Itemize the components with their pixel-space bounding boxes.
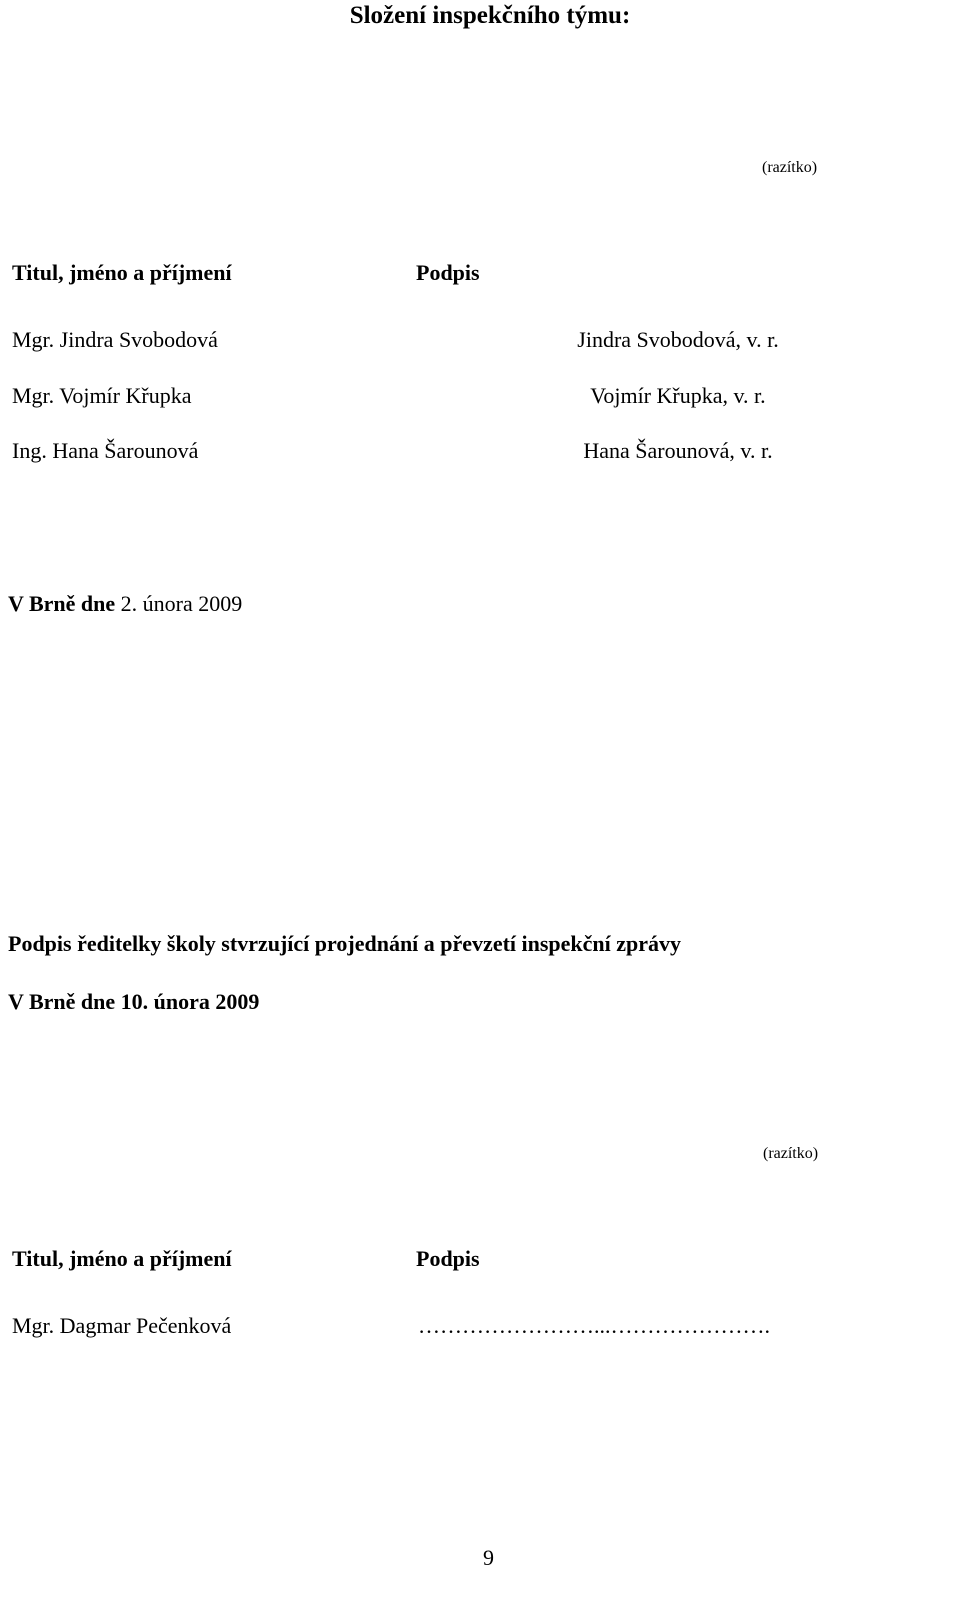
name-column-header: Titul, jméno a příjmení <box>12 1246 232 1271</box>
team-member-signature: Hana Šarounová, v. r. <box>583 438 773 463</box>
team-member-name: Mgr. Vojmír Křupka <box>12 383 192 408</box>
place-label: V Brně dne <box>8 591 116 616</box>
team-member-signature: Vojmír Křupka, v. r. <box>590 383 766 408</box>
principal-signature-heading: Podpis ředitelky školy stvrzující projednání a převzetí inspekční zprávy <box>8 931 682 956</box>
name-column-header: Titul, jméno a příjmení <box>12 260 232 285</box>
signature-column-header: Podpis <box>416 260 480 285</box>
stamp-label: (razítko) <box>763 1145 819 1162</box>
page-number: 9 <box>483 1545 494 1570</box>
date-value: 2. února 2009 <box>120 591 243 616</box>
team-member-name: Mgr. Jindra Svobodová <box>12 327 218 352</box>
principal-place-date: V Brně dne 10. února 2009 <box>8 989 260 1014</box>
page-title: Složení inspekčního týmu: <box>349 2 631 29</box>
signature-column-header: Podpis <box>416 1246 480 1271</box>
signature-line: ……………………...…………………. <box>418 1313 770 1338</box>
principal-name: Mgr. Dagmar Pečenková <box>12 1313 232 1338</box>
place-and-date <box>8 593 242 615</box>
stamp-label: (razítko) <box>762 159 818 176</box>
team-member-name: Ing. Hana Šarounová <box>12 438 199 463</box>
team-member-signature: Jindra Svobodová, v. r. <box>577 327 779 352</box>
